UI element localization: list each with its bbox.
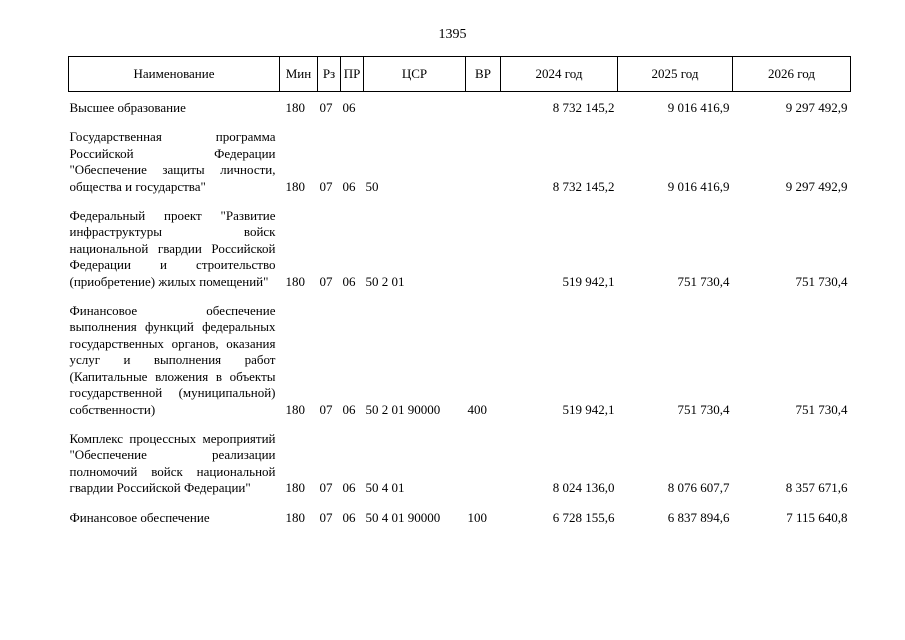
- row-min: 180: [285, 273, 305, 289]
- row-2026: 8 357 671,6: [785, 480, 848, 496]
- row-pr: 06: [342, 480, 356, 496]
- row-rz: 07: [319, 178, 333, 194]
- row-2024: 519 942,1: [562, 401, 615, 417]
- row-rz: 07: [319, 509, 333, 525]
- table-row: [69, 198, 851, 293]
- budget-table: [68, 56, 851, 529]
- row-rz: 07: [319, 401, 333, 417]
- page-number: 1395: [438, 27, 467, 42]
- row-vr: 100: [467, 509, 487, 525]
- table-row: [69, 92, 851, 120]
- header-name: Наименование: [69, 57, 280, 92]
- row-pr: 06: [342, 509, 356, 525]
- header-min: Мин: [280, 57, 318, 92]
- row-pr: 06: [342, 100, 356, 115]
- row-2025: 751 730,4: [677, 401, 730, 417]
- row-2026: 9 297 492,9: [785, 178, 848, 194]
- row-name: Комплекс процессных мероприятий "Обеспечение реализации полномочий войск национальной гвардии Российской Федерации": [69, 430, 276, 496]
- row-csr: 50: [365, 178, 379, 194]
- row-min: 180: [285, 480, 305, 496]
- row-min: 180: [285, 401, 305, 417]
- header-rz: Рз: [318, 57, 341, 92]
- row-name: Государственная программа Российской Федерации "Обеспечение защиты личности, общества и государства": [69, 129, 276, 194]
- row-name: Финансовое обеспечение: [69, 509, 210, 525]
- row-min: 180: [285, 509, 305, 525]
- table-header: [69, 57, 851, 92]
- row-2026: 751 730,4: [795, 401, 848, 417]
- row-rz: 07: [319, 100, 333, 115]
- row-vr: [466, 119, 501, 198]
- row-2024: 6 728 155,6: [552, 509, 615, 525]
- header-row: [69, 57, 851, 92]
- row-rz: 07: [319, 480, 333, 496]
- row-csr: 50 4 01: [365, 480, 405, 496]
- row-pr: 06: [342, 401, 356, 417]
- row-pr: 06: [342, 273, 356, 289]
- row-vr: 400: [467, 401, 487, 417]
- row-2026: 9 297 492,9: [785, 100, 848, 115]
- row-csr: 50 4 01 90000: [365, 509, 441, 525]
- row-rz: 07: [319, 273, 333, 289]
- row-2024: 8 732 145,2: [552, 178, 615, 194]
- row-2025: 9 016 416,9: [667, 178, 730, 194]
- row-2025: 9 016 416,9: [667, 100, 730, 115]
- row-2026: 751 730,4: [795, 273, 848, 289]
- table-body: [69, 92, 851, 529]
- row-vr: [466, 421, 501, 500]
- row-2024: 8 732 145,2: [552, 100, 615, 115]
- table-row: [69, 500, 851, 529]
- header-vr: ВР: [466, 57, 501, 92]
- header-csr: ЦСР: [364, 57, 466, 92]
- header-pr: ПР: [341, 57, 364, 92]
- table-row: [69, 293, 851, 421]
- row-2024: 519 942,1: [562, 273, 615, 289]
- row-min: 180: [285, 100, 305, 115]
- row-vr: [466, 198, 501, 293]
- row-2026: 7 115 640,8: [786, 509, 848, 525]
- row-2025: 8 076 607,7: [667, 480, 730, 496]
- table-row: [69, 119, 851, 198]
- header-2026: 2026 год: [733, 57, 851, 92]
- table-row: [69, 421, 851, 500]
- row-csr: [364, 92, 466, 120]
- row-2025: 751 730,4: [677, 273, 730, 289]
- row-vr: [466, 92, 501, 120]
- row-2025: 6 837 894,6: [667, 509, 730, 525]
- row-name: Финансовое обеспечение выполнения функций федеральных государственных органов, оказания услуг и выполнения работ (Капитальные вложения в объекты государственной (муниципальной) собственности): [69, 303, 276, 417]
- row-name: Федеральный проект "Развитие инфраструктуры войск национальной гвардии Российской Федерации и строительство (приобретение) жилых помещений": [69, 208, 276, 289]
- header-2025: 2025 год: [618, 57, 733, 92]
- row-pr: 06: [342, 178, 356, 194]
- row-2024: 8 024 136,0: [552, 480, 615, 496]
- row-csr: 50 2 01: [365, 273, 405, 289]
- row-name: Высшее образование: [69, 100, 186, 115]
- row-csr: 50 2 01 90000: [365, 401, 441, 417]
- header-2024: 2024 год: [501, 57, 618, 92]
- row-min: 180: [285, 178, 305, 194]
